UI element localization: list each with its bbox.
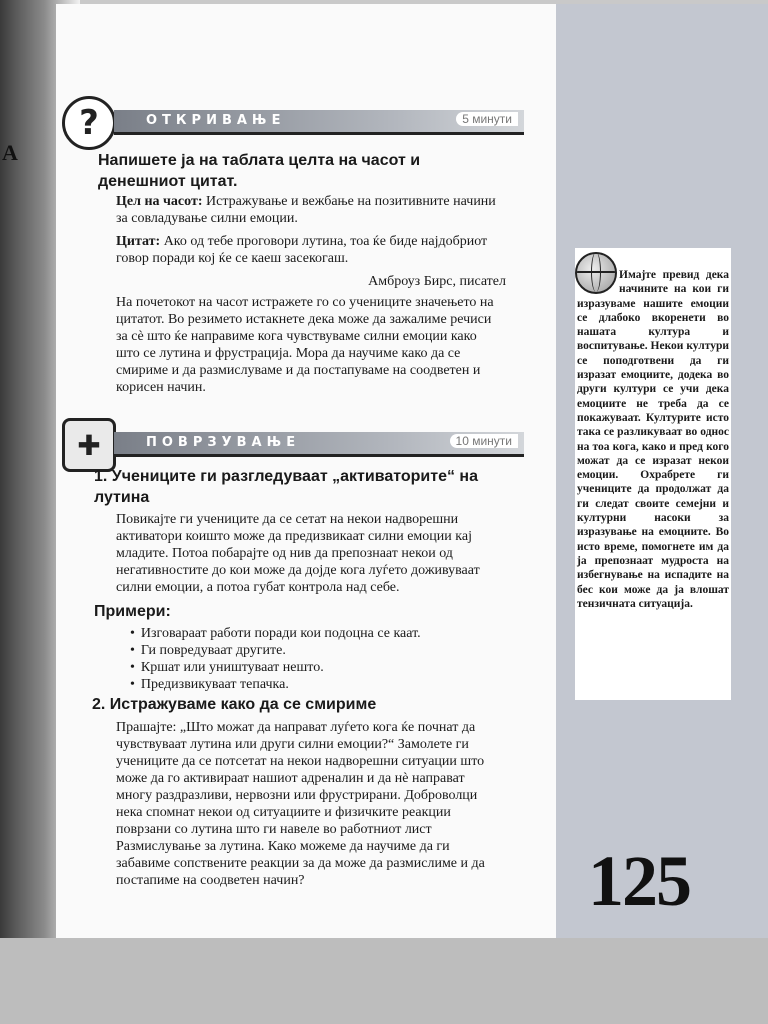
lesson-goal bbox=[116, 193, 504, 227]
quote-label: Цитат: bbox=[116, 234, 161, 249]
scan-background bbox=[0, 938, 768, 1024]
question-mark-icon: ? bbox=[62, 96, 116, 150]
puzzle-icon: ✚ bbox=[62, 418, 116, 472]
culture-note-box bbox=[575, 248, 731, 700]
examples-heading: Примери: bbox=[94, 603, 171, 620]
item2-heading: 2. Истражуваме како да се смириме bbox=[92, 696, 377, 713]
goal-text: Истражување и вежбање на позитивните начини за совладување силни емоции. bbox=[116, 194, 496, 226]
section-title: ПОВРЗУВАЊЕ bbox=[146, 435, 301, 450]
page-number: 125 bbox=[588, 841, 690, 921]
section-time: 10 минути bbox=[450, 434, 518, 448]
section-title: ОТКРИВАЊЕ bbox=[146, 113, 286, 128]
item2-body: Прашајте: „Што можат да направат луѓето кога ќе почнат да чувствуваат лутина или други силни емоции?“ Замолете ги учениците да се потсетат на некои надворешни ситуации што може да го активираат нашиот адреналин и да нè направат многу раздразливи, нервозни или фрустрирани. Доброволци нека спомнат некои од ситуациите и физичките реакции поврзани со лутина што ги навеле во работниот лист Размислување за лутина. Како можеме да научиме да ги забавиме сопствените реакции за да може да размислиме и да постапиме на соодветен начин? bbox=[116, 720, 485, 888]
quote-text: Ако од тебе проговори лутина, тоа ќе биде најдобриот говор поради кој ќе се каеш засекогаш. bbox=[116, 234, 488, 266]
list-item: • Изговараат работи поради кои подоцна се каат. bbox=[130, 625, 494, 642]
section-bar bbox=[114, 432, 524, 457]
section-time: 5 минути bbox=[456, 112, 518, 126]
section-bar bbox=[114, 110, 524, 135]
examples-list bbox=[114, 625, 494, 693]
section1-heading: Напишете ја на таблата целта на часот и денешниот цитат. bbox=[98, 152, 421, 190]
facing-page-letter: А bbox=[2, 140, 18, 165]
quote-author: Амброуз Бирс, писател bbox=[368, 274, 506, 289]
list-item: • Ги повредуваат другите. bbox=[130, 642, 494, 659]
list-item: • Кршат или уништуваат нешто. bbox=[130, 659, 494, 676]
item1-heading: 1. Учениците ги разгледуваат „активаторите“ на лутина bbox=[94, 468, 478, 506]
section1-body: На почетокот на часот истражете го со учениците значењето на цитатот. Во резимето истакнете дека може да зажалиме речиси за сè што ќе направиме кога чувствуваме силни емоции како што се лутина и фрустрација. Мора да научиме како да се смириме и да размислуваме и да постапуваме на соодветен и корисен начин. bbox=[116, 295, 494, 395]
section-header-discovery bbox=[58, 96, 528, 156]
culture-note-text: Имајте превид дека начините на кои ги изразуваме нашите емоции се длабоко вкоренети во нашата култура и воспитување. Некои култури се поподготвени да ги изразат емоциите, додека во други култури се учи дека емоциите не треба да се покажуваат. Културите исто така се разликуваат во однос на тоа кога, како и пред кого можат да се изразат некои емоции. Охрабрете ги учениците да продолжат да ги следат своите семејни и културни насоки за изразување на емоциите. Во исто време, помогнете им да ја препознаат мудроста на избегнување на испадите на бес кои може да ја влошат тензичната ситуација. bbox=[577, 269, 729, 610]
list-item: • Предизвикуваат тепачка. bbox=[130, 676, 494, 693]
goal-label: Цел на часот: bbox=[116, 194, 203, 209]
item1-body: Повикајте ги учениците да се сетат на некои надворешни активатори коишто може да предизвикаат силни емоции кај младите. Потоа побарајте од нив да препознаат некои од негативностите до кои може да дојде кога луѓето доживуваат силни емоции, а потоа губат контрола над себе. bbox=[116, 512, 480, 595]
lesson-quote bbox=[116, 233, 504, 267]
